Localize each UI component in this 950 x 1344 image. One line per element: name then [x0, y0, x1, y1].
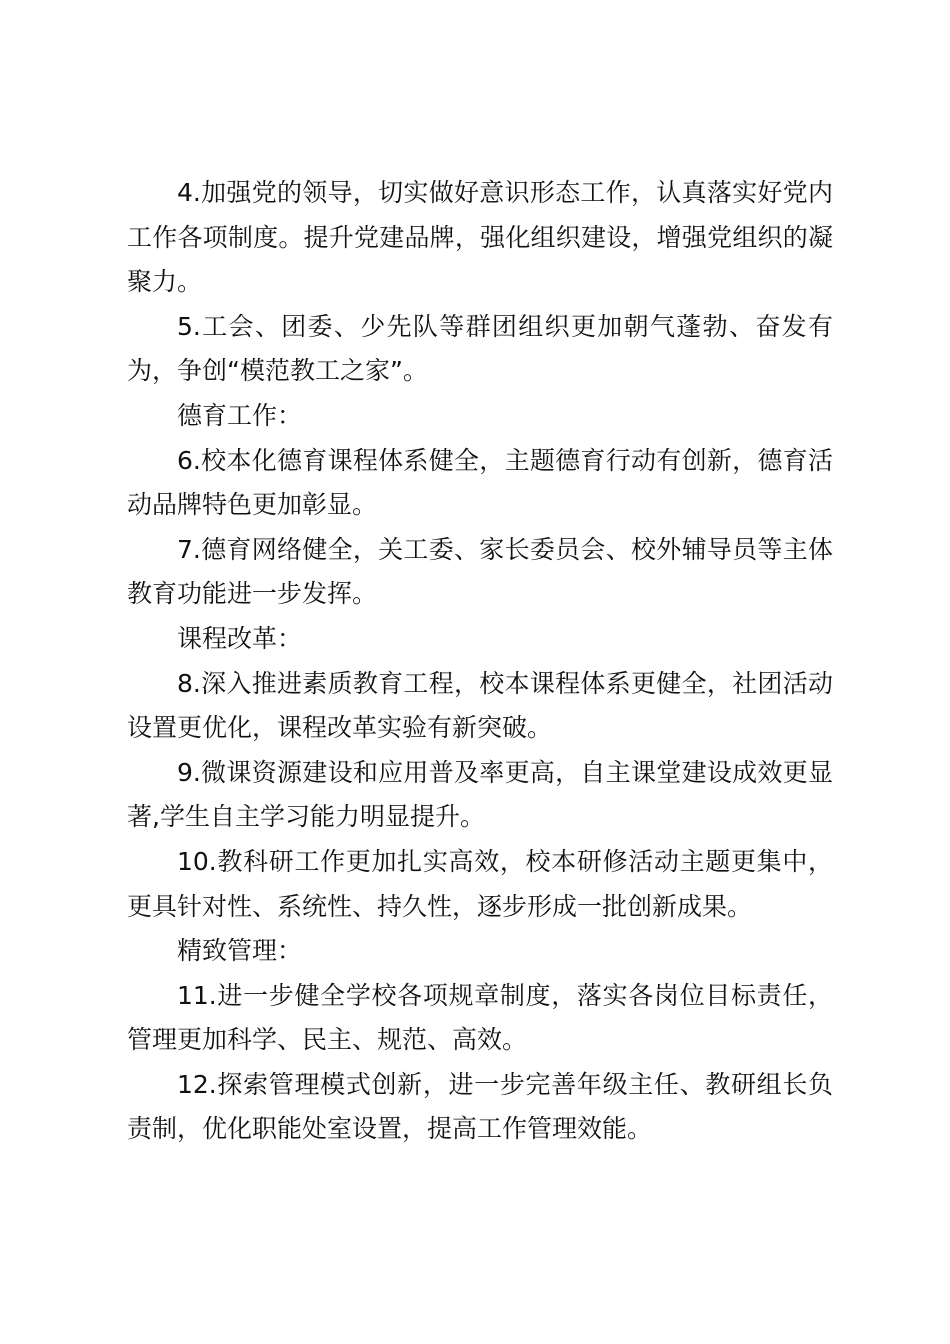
paragraph-rules-system: 11.进一步健全学校各项规章制度，落实各岗位目标责任，管理更加科学、民主、规范、高效。 [127, 980, 833, 1055]
section-heading-refined-management: 精致管理： [177, 936, 303, 966]
paragraph-moral-network: 7.德育网络健全，关工委、家长委员会、校外辅导员等主体教育功能进一步发挥。 [127, 534, 833, 609]
paragraph-teaching-research: 10.教科研工作更加扎实高效，校本研修活动主题更集中，更具针对性、系统性、持久性，逐步形成一批创新成果。 [127, 846, 833, 921]
section-heading-curriculum-reform: 课程改革： [177, 623, 303, 653]
paragraph-quality-education: 8.深入推进素质教育工程，校本课程体系更健全，社团活动设置更优化，课程改革实验有新突破。 [127, 668, 833, 743]
paragraph-moral-curriculum: 6.校本化德育课程体系健全，主题德育行动有创新，德育活动品牌特色更加彰显。 [127, 445, 833, 520]
paragraph-micro-course: 9.微课资源建设和应用普及率更高，自主课堂建设成效更显著,学生自主学习能力明显提升。 [127, 757, 833, 832]
paragraph-management-innovation: 12.探索管理模式创新，进一步完善年级主任、教研组长负责制，优化职能处室设置，提高工作管理效能。 [127, 1069, 833, 1144]
paragraph-party-leadership: 4.加强党的领导，切实做好意识形态工作，认真落实好党内工作各项制度。提升党建品牌，强化组织建设，增强党组织的凝聚力。 [127, 178, 833, 297]
section-heading-moral-education: 德育工作： [177, 400, 303, 430]
paragraph-mass-organizations: 5.工会、团委、少先队等群团组织更加朝气蓬勃、奋发有为，争创“模范教工之家”。 [127, 311, 833, 386]
document-body [127, 171, 833, 1152]
